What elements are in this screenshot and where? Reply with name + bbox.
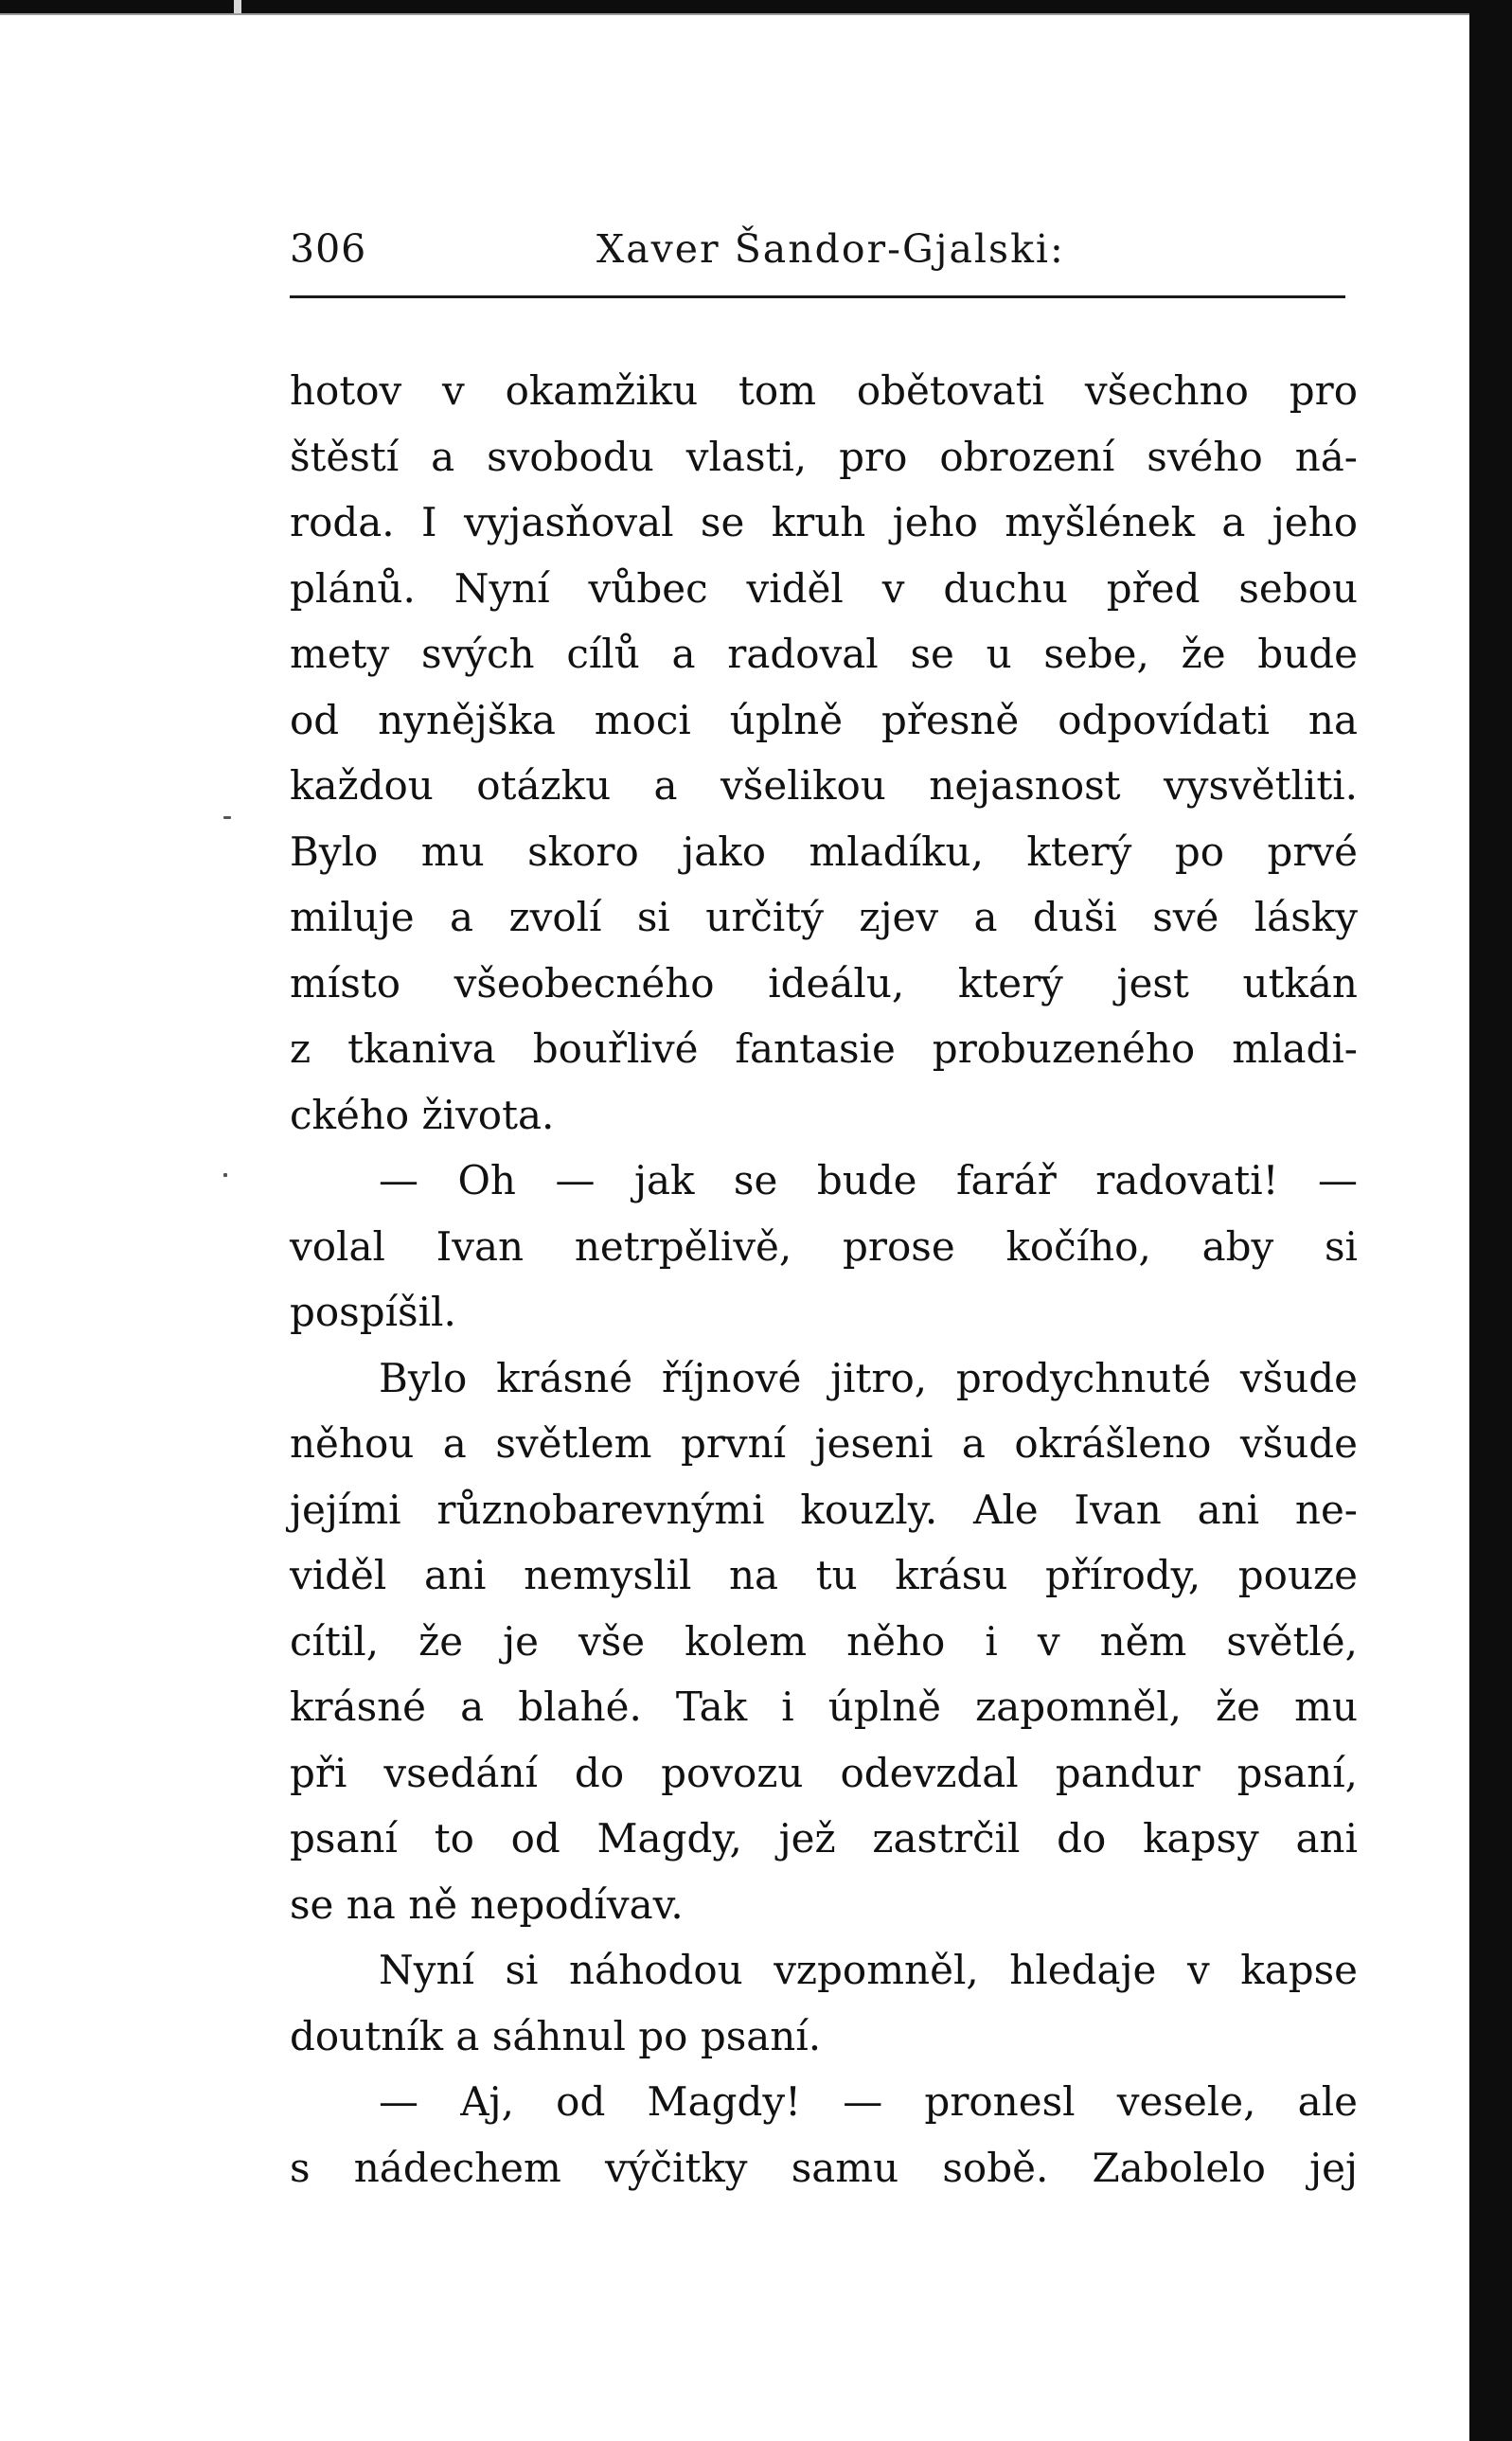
scan-speck xyxy=(234,0,241,13)
text-line: místo všeobecného ideálu, který jest utkán xyxy=(290,959,1358,1007)
text-line: psaní to od Magdy, jež zastrčil do kapsy ani xyxy=(290,1815,1358,1862)
text-line: cítil, že je vše kolem něho i v něm světlé, xyxy=(290,1617,1358,1665)
margin-mark xyxy=(223,816,231,819)
text-line: z tkaniva bouřlivé fantasie probuzeného mladi- xyxy=(290,1025,1358,1072)
text-line: se na ně nepodívav. xyxy=(290,1880,684,1928)
book-page xyxy=(0,13,1469,2441)
text-line: hotov v okamžiku tom obětovati všechno pro xyxy=(290,367,1358,414)
text-line: jejími různobarevnými kouzly. Ale Ivan ani ne- xyxy=(290,1486,1358,1533)
text-line: — Oh — jak se bude farář radovati! — xyxy=(379,1157,1358,1203)
text-line: štěstí a svobodu vlasti, pro obrození svého ná- xyxy=(290,433,1358,480)
text-line: pospíšil. xyxy=(290,1289,456,1335)
text-line: volal Ivan netrpělivě, prose kočího, aby si xyxy=(290,1222,1358,1270)
text-line: od nynějška moci úplně přesně odpovídati na xyxy=(290,696,1358,743)
text-line: roda. I vyjasňoval se kruh jeho myšlének a jeho xyxy=(290,499,1358,545)
text-line: Bylo krásné říjnové jitro, prodychnuté všude xyxy=(379,1354,1358,1401)
text-line: plánů. Nyní vůbec viděl v duchu před sebou xyxy=(290,564,1358,612)
text-line: s nádechem výčitky samu sobě. Zabolelo jej xyxy=(290,2144,1358,2191)
page-header xyxy=(290,226,1345,281)
text-line: každou otázku a všelikou nejasnost vysvětliti. xyxy=(290,762,1358,809)
text-line: miluje a zvolí si určitý zjev a duši své lásky xyxy=(290,894,1358,940)
text-line: mety svých cílů a radoval se u sebe, že bude xyxy=(290,631,1358,677)
running-head: Xaver Šandor-Gjalski: xyxy=(596,226,1065,272)
page-number: 306 xyxy=(290,226,367,272)
text-line: krásné a blahé. Tak i úplně zapomněl, že mu xyxy=(290,1684,1358,1730)
text-line: něhou a světlem první jeseni a okrášleno všude xyxy=(290,1420,1358,1467)
text-line: Bylo mu skoro jako mladíku, který po prvé xyxy=(290,828,1358,875)
text-line: při vsedání do povozu odevzdal pandur psaní, xyxy=(290,1749,1358,1796)
text-line: Nyní si náhodou vzpomněl, hledaje v kapse xyxy=(379,1947,1358,1993)
margin-mark xyxy=(223,1173,227,1177)
text-line: ckého života. xyxy=(290,1091,555,1138)
header-rule xyxy=(290,295,1345,298)
text-line: doutník a sáhnul po psaní. xyxy=(290,2012,822,2059)
body-text xyxy=(290,358,1358,2200)
text-line: — Aj, od Magdy! — pronesl vesele, ale xyxy=(379,2078,1358,2125)
text-line: viděl ani nemyslil na tu krásu přírody, pouze xyxy=(290,1552,1358,1598)
